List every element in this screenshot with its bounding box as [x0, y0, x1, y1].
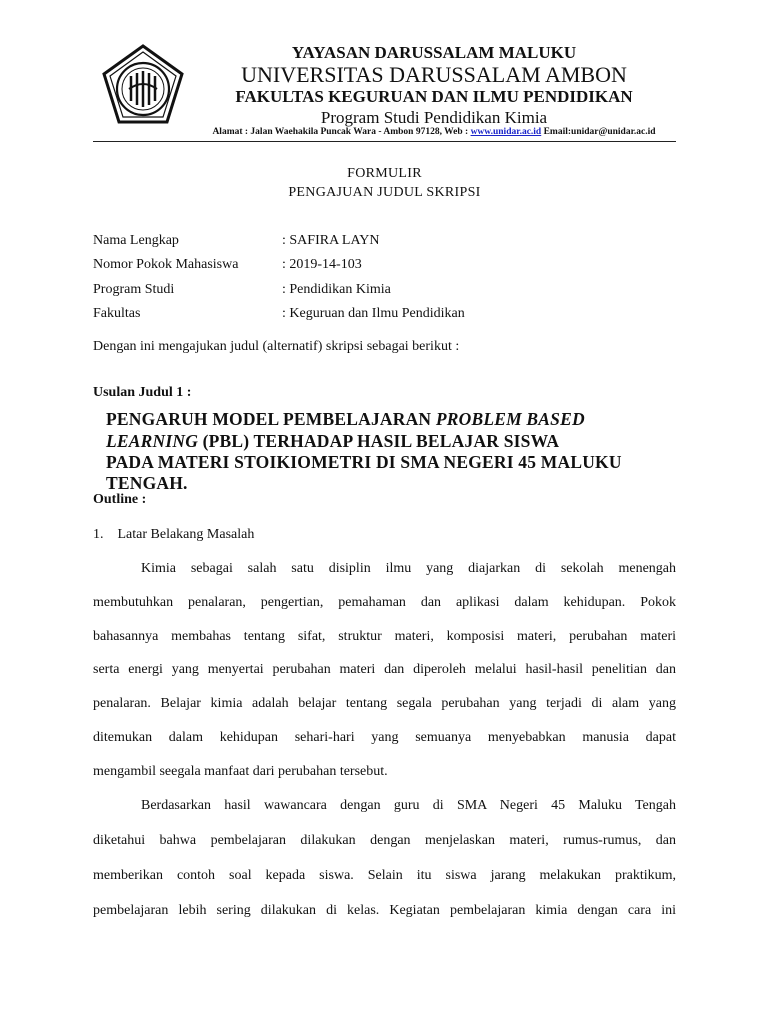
- field-label-name: Nama Lengkap: [93, 233, 179, 248]
- faculty-name: FAKULTAS KEGURUAN DAN ILMU PENDIDIKAN: [235, 87, 633, 106]
- header-divider: [93, 141, 676, 142]
- field-label-npm: Nomor Pokok Mahasiswa: [93, 257, 239, 272]
- paragraph-line: Berdasarkan hasil wawancara dengan guru di SMA Negeri 45 Maluku Tengah: [141, 798, 676, 813]
- proposal-title-italic: PROBLEM BASED: [435, 409, 585, 429]
- proposal-title-line-2: [106, 431, 559, 452]
- field-label-program: Program Studi: [93, 282, 175, 297]
- form-title: FORMULIR: [347, 166, 422, 181]
- svg-text:UD: UD: [142, 124, 144, 125]
- address-text: Alamat : Jalan Waehakila Puncak Wara - Ambon 97128, Web :: [212, 127, 471, 137]
- proposal-title-part: PENGARUH MODEL PEMBELAJARAN: [106, 409, 436, 429]
- paragraph-line: membutuhkan penalaran, pengertian, pemahaman dan aplikasi dalam kehidupan. Pokok: [93, 595, 676, 610]
- paragraph-line: penalaran. Belajar kimia adalah belajar tentang segala perubahan yang terjadi di alam yang: [93, 696, 676, 711]
- proposal-title-part: (PBL) TERHADAP HASIL BELAJAR SISWA: [198, 431, 560, 451]
- email-text: Email:unidar@unidar.ac.id: [541, 127, 656, 137]
- field-value-npm: : 2019-14-103: [282, 257, 362, 272]
- section-heading: 1. Latar Belakang Masalah: [93, 527, 255, 542]
- field-value-program: : Pendidikan Kimia: [282, 282, 391, 297]
- paragraph-line: mengambil seegala manfaat dari perubahan tersebut.: [93, 764, 388, 779]
- form-subtitle: PENGAJUAN JUDUL SKRIPSI: [288, 185, 481, 200]
- website-link[interactable]: www.unidar.ac.id: [470, 127, 542, 137]
- address-line: [190, 127, 678, 137]
- proposal-label: Usulan Judul 1 :: [93, 385, 192, 400]
- intro-text: Dengan ini mengajukan judul (alternatif) skripsi sebagai berikut :: [93, 339, 460, 354]
- proposal-title-line-3: PADA MATERI STOIKIOMETRI DI SMA NEGERI 45 MALUKU: [106, 452, 622, 472]
- proposal-title-line-1: [106, 409, 585, 430]
- field-value-faculty: : Keguruan dan Ilmu Pendidikan: [282, 306, 465, 321]
- paragraph-line: bahasannya membahas tentang sifat, struktur materi, komposisi materi, perubahan materi: [93, 629, 676, 644]
- field-value-name: : SAFIRA LAYN: [282, 233, 380, 248]
- field-label-faculty: Fakultas: [93, 306, 141, 321]
- proposal-title-line-4: TENGAH.: [106, 473, 188, 493]
- university-logo: [101, 43, 185, 127]
- paragraph-line: memberikan contoh soal kepada siswa. Selain itu siswa jarang melakukan praktikum,: [93, 868, 676, 883]
- program-name: Program Studi Pendidikan Kimia: [320, 108, 548, 127]
- proposal-title-italic: LEARNING: [106, 431, 199, 451]
- foundation-name: YAYASAN DARUSSALAM MALUKU: [291, 43, 577, 62]
- paragraph-line: ditemukan dalam kehidupan sehari-hari yang semuanya menyebabkan manusia dapat: [93, 730, 676, 745]
- paragraph-line: diketahui bahwa pembelajaran dilakukan dengan menjelaskan materi, rumus-rumus, dan: [93, 833, 676, 848]
- outline-label: Outline :: [93, 492, 147, 507]
- paragraph-line: serta energi yang menyertai perubahan materi dan diperoleh melalui hasil-hasil penelitian dan: [93, 662, 676, 677]
- paragraph-line: Kimia sebagai salah satu disiplin ilmu yang diajarkan di sekolah menengah: [141, 561, 676, 576]
- paragraph-line: pembelajaran lebih sering dilakukan di kelas. Kegiatan pembelajaran kimia dengan cara ini: [93, 903, 676, 918]
- university-name: UNIVERSITAS DARUSSALAM AMBON: [241, 62, 627, 87]
